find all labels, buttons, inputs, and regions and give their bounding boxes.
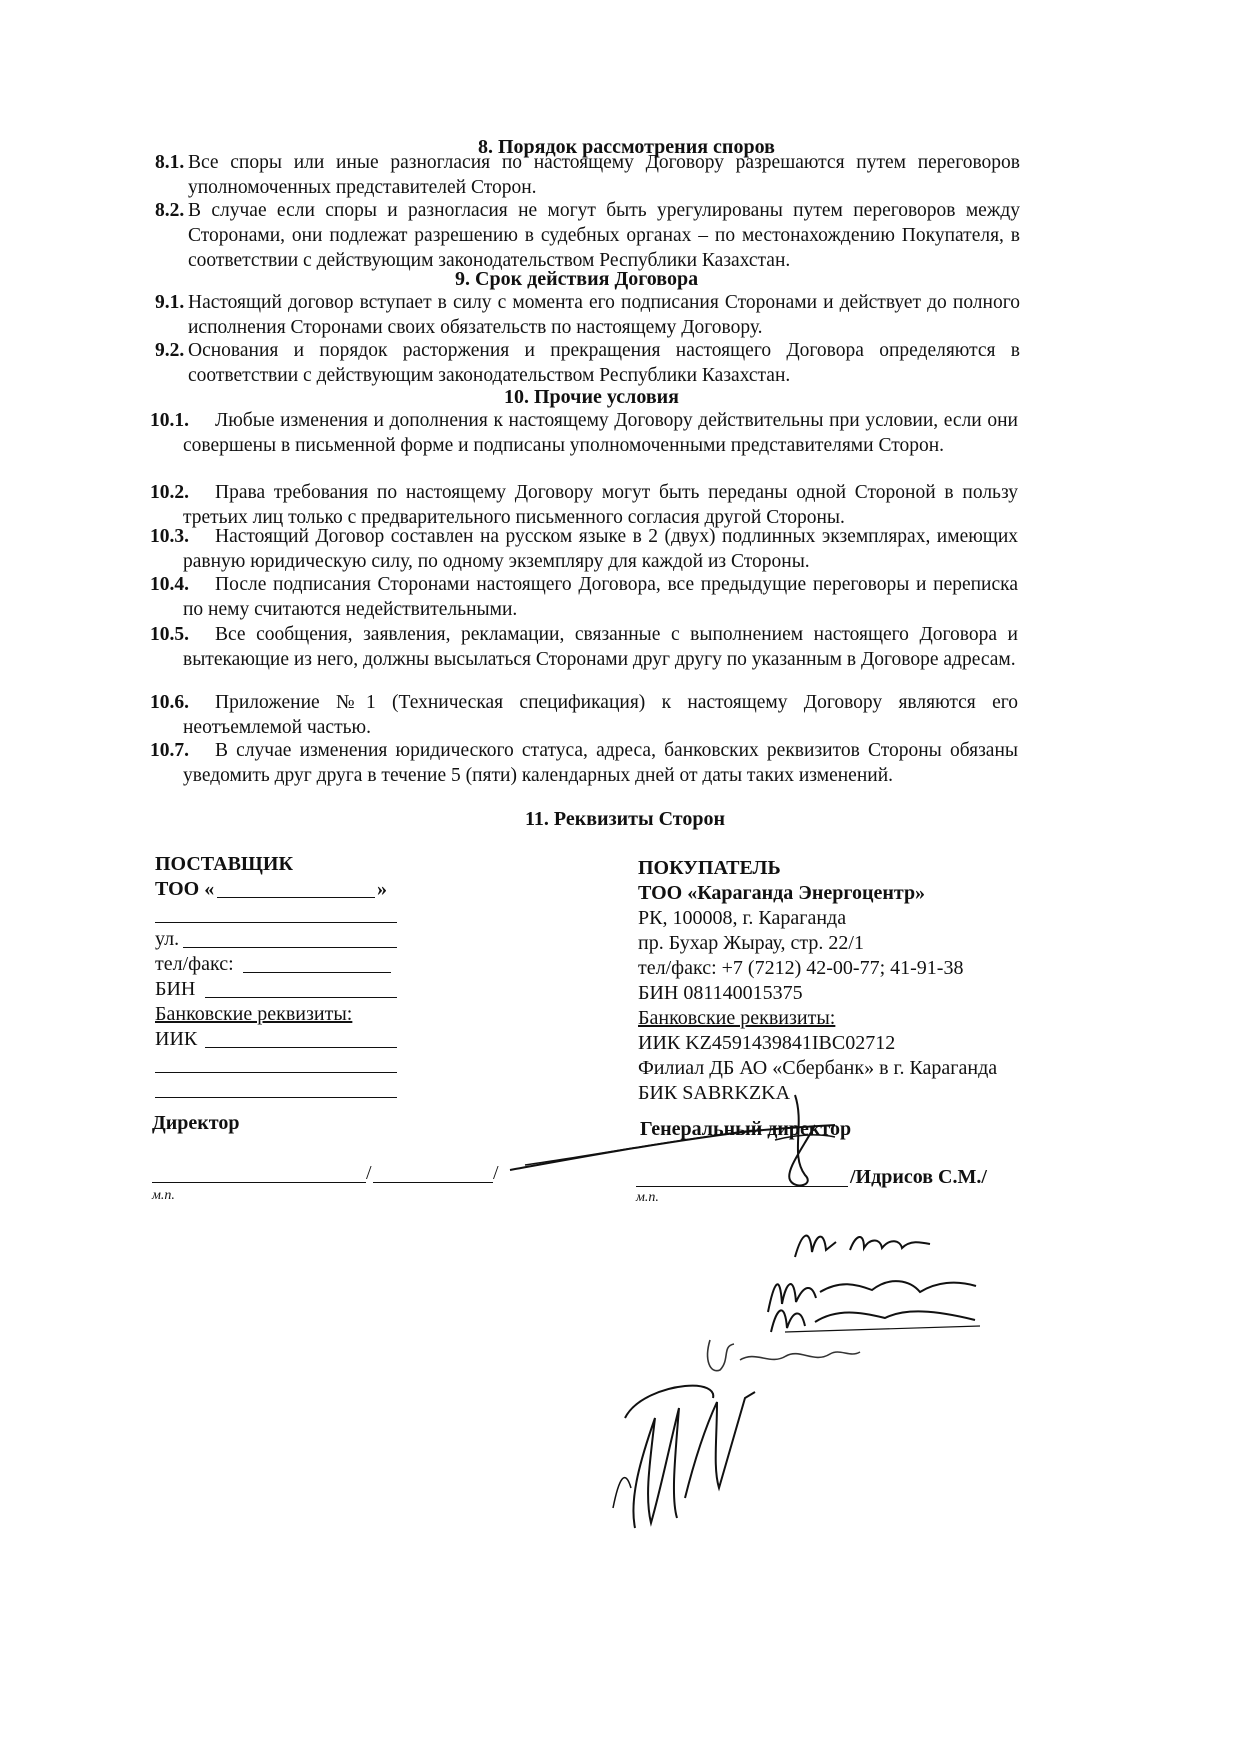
clause-number: 8.2. <box>155 200 185 221</box>
clause-number: 10.1. <box>150 410 189 431</box>
clause-number: 10.3. <box>150 526 189 547</box>
clause-number: 10.7. <box>150 740 189 761</box>
supplier-iik-line <box>155 1027 415 1052</box>
supplier-blank-line <box>155 1077 415 1102</box>
clause-number: 9.1. <box>155 292 185 313</box>
clause-number: 10.6. <box>150 692 189 713</box>
clause-10-5 <box>150 622 1018 672</box>
supplier-bin-line <box>155 977 415 1002</box>
clause-number: 9.2. <box>155 340 185 361</box>
buyer-signatory: /Идрисов С.М./ <box>850 1166 987 1188</box>
supplier-block <box>155 852 415 1102</box>
section-9-title: 9. Срок действия Договора <box>455 268 699 290</box>
clause-text: Основания и порядок расторжения и прекращения настоящего Договора определяются в соответствии с действующим законодательством Республики Казахстан. <box>188 340 1020 386</box>
buyer-block <box>638 856 1058 1106</box>
director-signature <box>505 1085 925 1205</box>
supplier-street-line <box>155 927 415 952</box>
buyer-stamp-place: м.п. <box>636 1190 659 1205</box>
buyer-heading: ПОКУПАТЕЛЬ <box>638 857 781 879</box>
clause-8-2 <box>155 198 1020 273</box>
large-signature <box>605 1378 775 1538</box>
buyer-bik: БИК SABRKZKA <box>638 1082 791 1104</box>
buyer-iik: ИИК KZ4591439841IBC02712 <box>638 1032 896 1054</box>
buyer-phone: тел/факс: +7 (7212) 42-00-77; 41-91-38 <box>638 957 964 979</box>
section-10-title: 10. Прочие условия <box>504 386 679 408</box>
supplier-position: Директор <box>152 1112 240 1134</box>
supplier-company-blank <box>217 897 375 898</box>
clause-10-2 <box>150 480 1018 530</box>
buyer-position: Генеральный директор <box>640 1118 852 1140</box>
clause-10-3 <box>150 524 1018 574</box>
section-11-title: 11. Реквизиты Сторон <box>525 808 725 830</box>
clause-text: Все споры или иные разногласия по настоящему Договору разрешаются путем переговоров уполномоченных представителей Сторон. <box>188 152 1020 198</box>
clause-number: 10.2. <box>150 482 189 503</box>
clause-text: Настоящий договор вступает в силу с момента его подписания Сторонами и действует до полного исполнения Сторонами своих обязательств по настоящему Договору. <box>188 292 1020 338</box>
clause-9-1 <box>155 290 1020 340</box>
clause-text: В случае изменения юридического статуса, адреса, банковских реквизитов Стороны обязаны уведомить друг друга в течение 5 (пяти) календарных дней от даты таких изменений. <box>183 740 1018 786</box>
supplier-heading: ПОСТАВЩИК <box>155 853 293 875</box>
supplier-company-suffix: » <box>377 878 387 900</box>
supplier-stamp-place: м.п. <box>152 1188 175 1203</box>
supplier-bank-line <box>155 1002 415 1027</box>
supplier-name-line <box>373 1182 493 1183</box>
clause-text: В случае если споры и разногласия не могут быть урегулированы путем переговоров между Сторонами, они подлежат разрешению в судебных органах – по местонахождению Покупателя, в соответствии с действующим законодательством Республики Казахстан. <box>188 200 1020 271</box>
buyer-branch: Филиал ДБ АО «Сбербанк» в г. Караганда <box>638 1057 998 1079</box>
supplier-bank-label: Банковские реквизиты: <box>155 1003 353 1025</box>
supplier-company-line <box>155 877 415 902</box>
supplier-blank-line <box>155 1052 415 1077</box>
buyer-address-2: пр. Бухар Жырау, стр. 22/1 <box>638 932 864 954</box>
clause-10-1 <box>150 408 1018 458</box>
buyer-company: ТОО «Караганда Энергоцентр» <box>638 882 926 904</box>
supplier-bin-label: БИН <box>155 978 196 1000</box>
clause-text: Права требования по настоящему Договору могут быть переданы одной Стороной в пользу третьих лиц только с предварительного письменного согласия другой Стороны. <box>183 482 1018 528</box>
supplier-slash-2: / <box>493 1162 499 1184</box>
supplier-phone-line <box>155 952 415 977</box>
supplier-signature-line <box>152 1182 366 1183</box>
clause-10-4 <box>150 572 1018 622</box>
buyer-bin: БИН 081140015375 <box>638 982 803 1004</box>
supplier-company-prefix: ТОО « <box>155 878 215 900</box>
approval-signature-3 <box>700 1330 870 1380</box>
supplier-slash-1: / <box>366 1162 372 1184</box>
supplier-iik-label: ИИК <box>155 1028 198 1050</box>
clause-number: 10.4. <box>150 574 189 595</box>
clause-text: Все сообщения, заявления, рекламации, связанные с выполнением настоящего Договора и вытекающие из него, должны высылаться Сторонами друг другу по указанным в Договоре адресам. <box>183 624 1018 670</box>
supplier-phone-label: тел/факс: <box>155 953 234 975</box>
buyer-bank-label: Банковские реквизиты: <box>638 1007 836 1029</box>
clause-text: Любые изменения и дополнения к настоящему Договору действительны при условии, если они совершены в письменной форме и подписаны уполномоченными представителями Сторон. <box>183 410 1018 456</box>
clause-number: 8.1. <box>155 152 185 173</box>
clause-10-6 <box>150 690 1018 740</box>
clause-text: После подписания Сторонами настоящего Договора, все предыдущие переговоры и переписка по нему считаются недействительными. <box>183 574 1018 620</box>
clause-10-7 <box>150 738 1018 788</box>
clause-number: 10.5. <box>150 624 189 645</box>
section-8-title: 8. Порядок рассмотрения споров <box>478 136 775 158</box>
buyer-address-1: РК, 100008, г. Караганда <box>638 907 847 929</box>
clause-text: Приложение №1 (Техническая спецификация) к настоящему Договору являются его неотъемлемой частью. <box>183 692 1018 738</box>
clause-9-2 <box>155 338 1020 388</box>
clause-text: Настоящий Договор составлен на русском языке в 2 (двух) подлинных экземплярах, имеющих равную юридическую силу, по одному экземпляру для каждой из Стороны. <box>183 526 1018 572</box>
clause-8-1 <box>155 150 1020 200</box>
supplier-street-label: ул. <box>155 928 180 950</box>
supplier-blank-line <box>155 902 415 927</box>
